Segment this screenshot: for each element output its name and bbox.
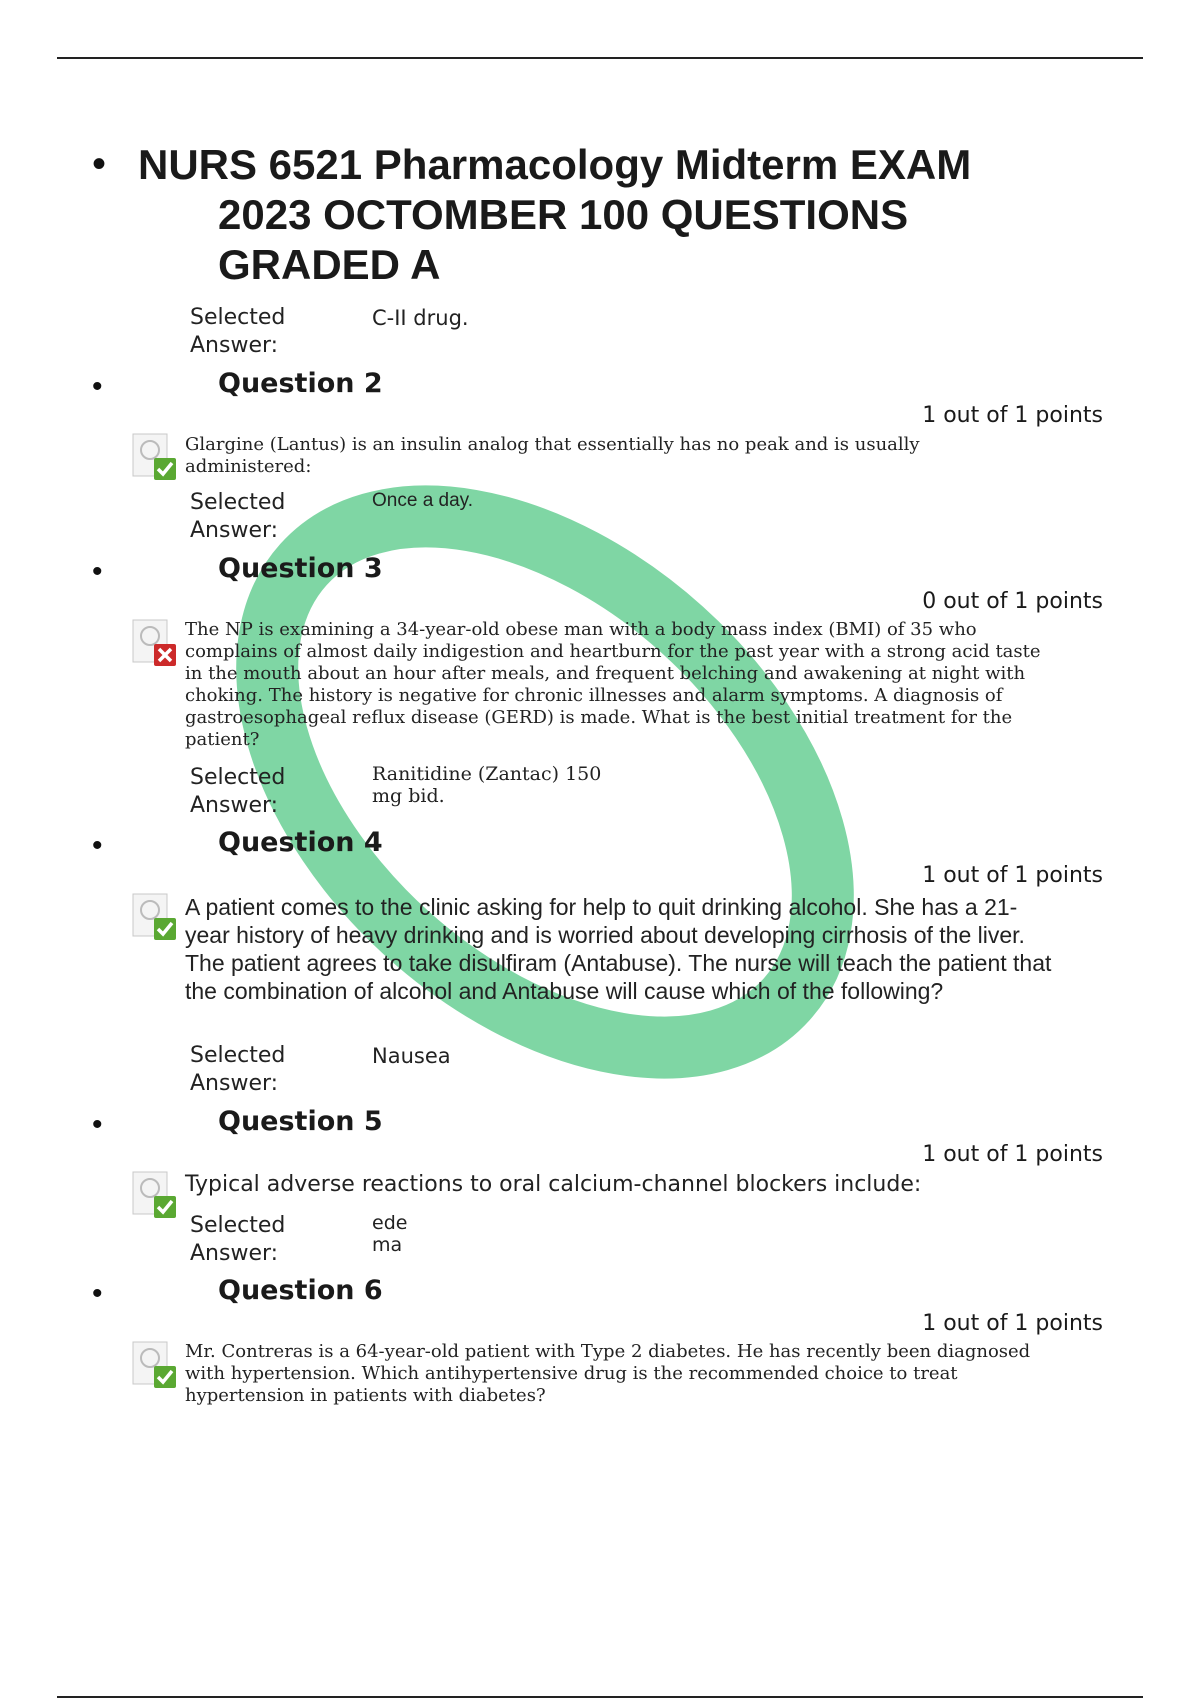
bullet: • (92, 829, 103, 862)
question-heading: Question 3 (218, 553, 383, 584)
correct-check-icon (130, 1170, 178, 1220)
selected-answer-label: Selected Answer: (190, 765, 286, 818)
question-heading: Question 4 (218, 827, 383, 858)
title-line-1: NURS 6521 Pharmacology Midterm EXAM (138, 141, 972, 188)
bullet: • (92, 1277, 103, 1310)
selected-answer: Once a day. (372, 490, 474, 511)
bullet: • (92, 142, 107, 186)
bullet: • (92, 370, 103, 403)
title-line-2: 2023 OCTOMBER 100 QUESTIONS (218, 191, 909, 238)
document-title (138, 140, 1038, 290)
selected-answer: C-II drug. (372, 306, 469, 330)
selected-answer: Ranitidine (Zantac) 150 mg bid. (372, 763, 602, 807)
question-heading: Question 5 (218, 1106, 383, 1137)
selected-answer-label: Selected Answer: (190, 305, 286, 358)
incorrect-x-icon (130, 618, 178, 668)
points-label: 1 out of 1 points (922, 1142, 1103, 1167)
question-text: Mr. Contreras is a 64-year-old patient with Type 2 diabetes. He has recently been diagnosed with hypertension. Which antihypertensive drug is the recommended choice to treat hypertension in patients with diabetes? (185, 1341, 1031, 1406)
bullet: • (92, 1108, 103, 1141)
selected-answer-label: Selected Answer: (190, 1213, 286, 1266)
question-text: Typical adverse reactions to oral calcium-channel blockers include: (185, 1172, 922, 1197)
correct-check-icon (130, 432, 178, 482)
selected-answer-label: Selected Answer: (190, 490, 286, 543)
points-label: 1 out of 1 points (922, 863, 1103, 888)
title-line-3: GRADED A (218, 241, 441, 288)
correct-check-icon (130, 1340, 178, 1390)
question-text: The NP is examining a 34-year-old obese man with a body mass index (BMI) of 35 who complains of almost daily indigestion and heartburn for the past year with a strong acid taste in the mouth about an hour after meals, and frequent belching and awakening at night with choking. The history is negative for chronic illnesses and alarm symptoms. A diagnosis of gastroesophageal reflux disease (GERD) is made. What is the best initial treatment for the patient? (185, 619, 1041, 750)
question-heading: Question 6 (218, 1275, 383, 1306)
question-text: Glargine (Lantus) is an insulin analog that essentially has no peak and is usually administered: (185, 434, 920, 477)
points-label: 1 out of 1 points (922, 403, 1103, 428)
bullet: • (92, 555, 103, 588)
selected-answer: ede ma (372, 1212, 408, 1256)
question-text: A patient comes to the clinic asking for help to quit drinking alcohol. She has a 21-year history of heavy drinking and is worried about developing cirrhosis of the liver. The patient agrees to take disulfiram (Antabuse). The nurse will teach the patient that the combination of alcohol and Antabuse will cause which of the following? (185, 894, 1052, 1004)
points-label: 1 out of 1 points (922, 1311, 1103, 1336)
selected-answer: Nausea (372, 1044, 451, 1068)
selected-answer-label: Selected Answer: (190, 1043, 286, 1096)
points-label: 0 out of 1 points (922, 589, 1103, 614)
question-heading: Question 2 (218, 368, 383, 399)
correct-check-icon (130, 892, 178, 942)
